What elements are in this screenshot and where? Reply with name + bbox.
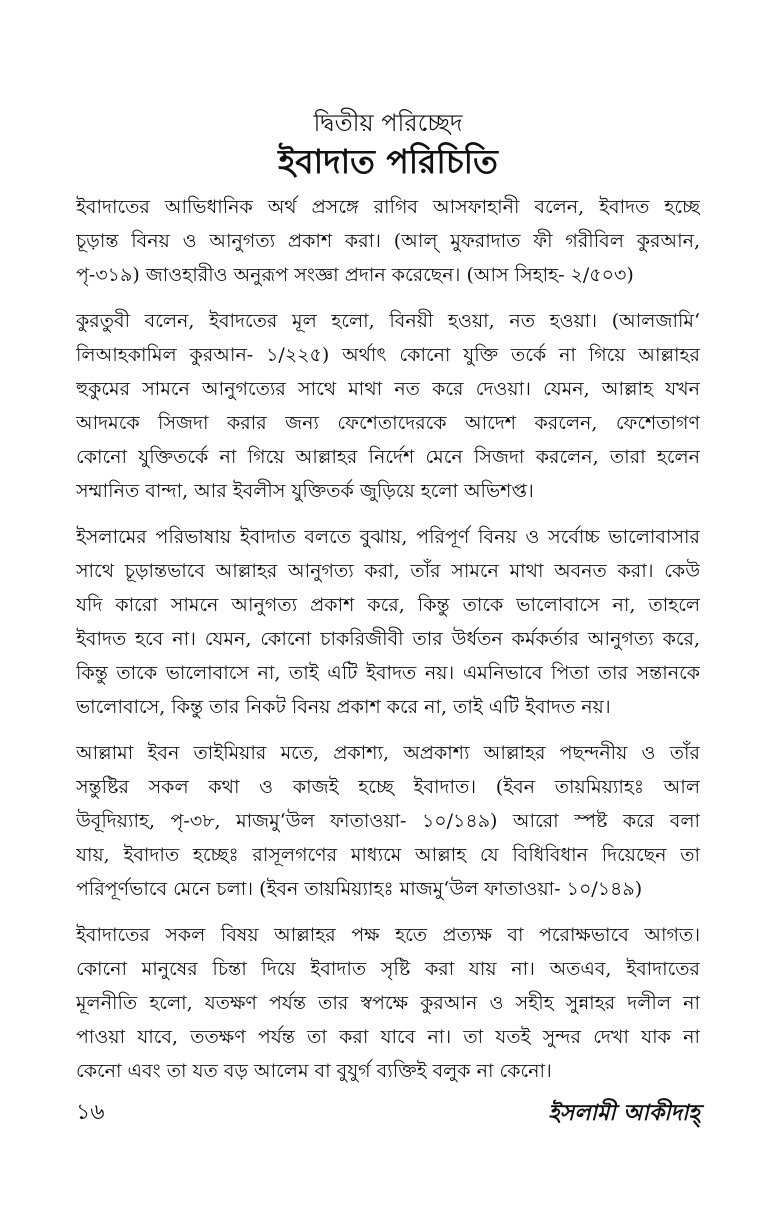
paragraph-line: পাওয়া যাবে, ততক্ষণ পর্যন্ত তা করা যাবে না। তা যতই সুন্দর দেখা যাক না (76, 1026, 700, 1048)
paragraph-line: কোনো মানুষের চিন্তা দিয়ে ইবাদাত সৃষ্টি করা যায় না। অতএব, ইবাদাতের (76, 958, 700, 980)
paragraph-line: উবূদিয়্যাহ, পৃ-৩৮, মাজমু‘উল ফাতাওয়া- ১০/১৪৯) আরো স্পষ্ট করে বলা (76, 810, 700, 832)
paragraph-line: ইসলামের পরিভাষায় ইবাদাত বলতে বুঝায়, পরিপূর্ণ বিনয় ও সর্বোচ্চ ভালোবাসার (76, 526, 700, 548)
paragraph-line: কোনো যুক্তিতর্কে না গিয়ে আল্লাহর নির্দেশ মেনে সিজদা করলেন, তারা হলেন (76, 446, 700, 468)
paragraph-line: পৃ-৩১৯) জাওহারীও অনুরূপ সংজ্ঞা প্রদান করেছেন। (আস সিহাহ- ২/৫০৩) (76, 264, 634, 286)
paragraph-4 (76, 736, 700, 906)
paragraph-line: কিন্তু তাকে ভালোবাসে না, তাই এটি ইবাদত নয়। এমনিভাবে পিতা তার সন্তানকে (76, 662, 700, 684)
paragraph-line: আদমকে সিজদা করার জন্য ফেশেতাদেরকে আদেশ করলেন, ফেশেতাগণ (76, 412, 700, 434)
paragraph-line: যায়, ইবাদাত হচ্ছেঃ রাসূলগণের মাধ্যমে আল্লাহ যে বিধিবিধান দিয়েছেন তা (76, 844, 700, 866)
paragraph-line: ইবাদাতের আভিধানিক অর্থ প্রসঙ্গে রাগিব আসফাহানী বলেন, ইবাদত হচ্ছে (76, 196, 700, 218)
paragraph-line: ভালোবাসে, কিন্তু তার নিকট বিনয় প্রকাশ করে না, তাই এটি ইবাদত নয়। (76, 696, 611, 718)
paragraph-line: কুরতুবী বলেন, ইবাদতের মূল হলো, বিনয়ী হওয়া, নত হওয়া। (আলজামি‘ (76, 310, 700, 332)
paragraph-line: ইবাদত হবে না। যেমন, কোনো চাকরিজীবী তার উর্ধতন কর্মকর্তার আনুগত্য করে, (76, 628, 700, 650)
paragraph-line: সাথে চূড়ান্তভাবে আল্লাহর আনুগত্য করা, তাঁর সামনে মাথা অবনত করা। কেউ (76, 560, 700, 582)
paragraph-line: লিআহকামিল কুরআন- ১/২২৫) অর্থাৎ কোনো যুক্তি তর্কে না গিয়ে আল্লাহর (76, 344, 700, 366)
chapter-title: ইবাদাত পরিচিতি (278, 142, 498, 181)
paragraph-5 (76, 918, 700, 1088)
paragraph-line: কেনো এবং তা যত বড় আলেম বা বুযুর্গ ব্যক্তিই বলুক না কেনো। (76, 1060, 552, 1082)
paragraph-line: ইবাদাতের সকল বিষয় আল্লাহর পক্ষ হতে প্রত্যক্ষ বা পরোক্ষভাবে আগত। (76, 924, 700, 946)
running-footer-title: ইসলামী আকীদাহ্ (548, 1100, 700, 1126)
paragraph-line: যদি কারো সামনে আনুগত্য প্রকাশ করে, কিন্তু তাকে ভালোবাসে না, তাহলে (76, 594, 700, 616)
paragraph-line: সন্তুষ্টির সকল কথা ও কাজই হচ্ছে ইবাদাত। (ইবন তায়মিয়্যাহঃ আল (76, 776, 700, 798)
paragraph-1 (76, 190, 700, 292)
document-page (76, 0, 700, 1208)
paragraph-line: আল্লামা ইবন তাইমিয়ার মতে, প্রকাশ্য, অপ্রকাশ্য আল্লাহর পছন্দনীয় ও তাঁর (76, 742, 700, 764)
paragraph-line: মূলনীতি হলো, যতক্ষণ পর্যন্ত তার স্বপক্ষে কুরআন ও সহীহ সুন্নাহর দলীল না (76, 992, 700, 1014)
paragraph-line: চূড়ান্ত বিনয় ও আনুগত্য প্রকাশ করা। (আল্ মুফরাদাত ফী গরীবিল কুরআন, (76, 230, 700, 252)
paragraph-line: পরিপূর্ণভাবে মেনে চলা। (ইবন তায়মিয়্যাহঃ মাজমু‘উল ফাতাওয়া- ১০/১৪৯) (76, 878, 643, 900)
chapter-label: দ্বিতীয় পরিচ্ছেদ (313, 109, 463, 137)
paragraph-line: হুকুমের সামনে আনুগত্যের সাথে মাথা নত করে দেওয়া। যেমন, আল্লাহ যখন (76, 378, 700, 400)
paragraph-2 (76, 304, 700, 508)
page-number: ১৬ (76, 1100, 105, 1125)
paragraph-3 (76, 520, 700, 724)
paragraph-line: সম্মানিত বান্দা, আর ইবলীস যুক্তিতর্ক জুড়িয়ে হলো অভিশপ্ত। (76, 480, 534, 502)
body-text (76, 190, 700, 1100)
